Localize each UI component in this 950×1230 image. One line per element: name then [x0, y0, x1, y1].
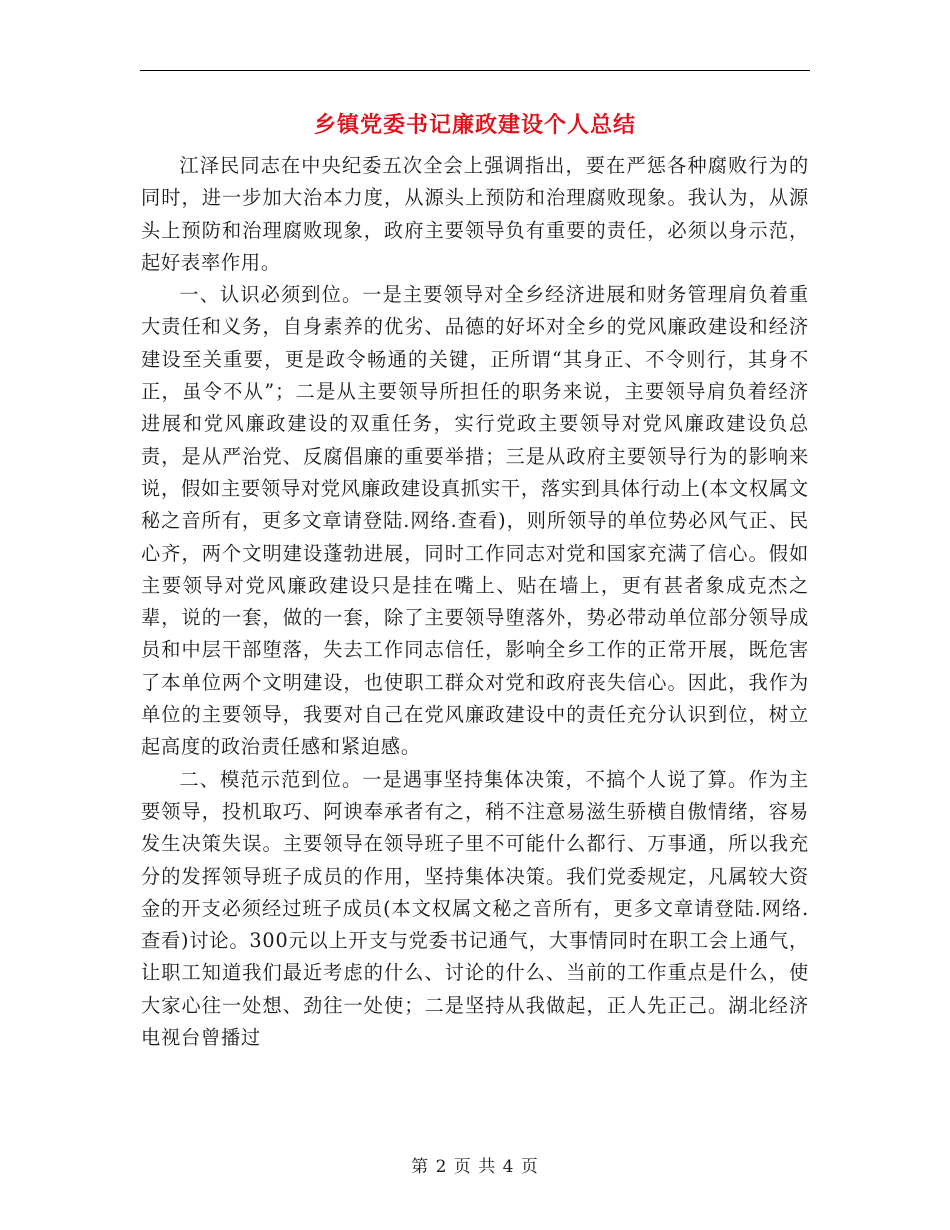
page-footer: 第 2 页 共 4 页	[411, 1157, 539, 1177]
paragraph-section-2: 二、模范示范到位。一是遇事坚持集体决策，不搞个人说了算。作为主要领导，投机取巧、阿谀奉承者有之，稍不注意易滋生骄横自傲情绪，容易发生决策失误。主要领导在领导班子里不可能什么都行、万事通，所以我充分的发挥领导班子成员的作用，坚持集体决策。我们党委规定，凡属较大资金的开支必须经过班子成员(本文权属文秘之音所有，更多文章请登陆.网络.查看)讨论。300元以上开支与党委书记通气，大事情同时在职工会上通气，让职工知道我们最近考虑的什么、讨论的什么、当前的工作重点是什么，使大家心往一处想、劲往一处使；二是坚持从我做起，正人先正己。湖北经济电视台曾播过	[141, 767, 809, 1050]
header-rule	[140, 70, 810, 71]
paragraph-intro: 江泽民同志在中央纪委五次全会上强调指出，要在严惩各种腐败行为的同时，进一步加大治本力度，从源头上预防和治理腐败现象。我认为，从源头上预防和治理腐败现象，政府主要领导负有重要的责任，必须以身示范，起好表率作用。	[141, 154, 809, 274]
document-body	[141, 150, 809, 1054]
document-title: 乡镇党委书记廉政建设个人总结	[313, 113, 636, 138]
paragraph-section-1: 一、认识必须到位。一是主要领导对全乡经济进展和财务管理肩负着重大责任和义务，自身素养的优劣、品德的好坏对全乡的党风廉政建设和经济建设至关重要，更是政令畅通的关键，正所谓“其身正、不令则行，其身不正，虽令不从”；二是从主要领导所担任的职务来说，主要领导肩负着经济进展和党风廉政建设的双重任务，实行党政主要领导对党风廉政建设负总责，是从严治党、反腐倡廉的重要举措；三是从政府主要领导行为的影响来说，假如主要领导对党风廉政建设真抓实干，落实到具体行动上(本文权属文秘之音所有，更多文章请登陆.网络.查看)，则所领导的单位势必风气正、民心齐，两个文明建设蓬勃进展，同时工作同志对党和国家充满了信心。假如主要领导对党风廉政建设只是挂在嘴上、贴在墙上，更有甚者象成克杰之辈，说的一套，做的一套，除了主要领导堕落外，势必带动单位部分领导成员和中层干部堕落，失去工作同志信任，影响全乡工作的正常开展，既危害了本单位两个文明建设，也使职工群众对党和政府丧失信心。因此，我作为单位的主要领导，我要对自己在党风廉政建设中的责任充分认识到位，树立起高度的政治责任感和紧迫感。	[141, 283, 809, 759]
